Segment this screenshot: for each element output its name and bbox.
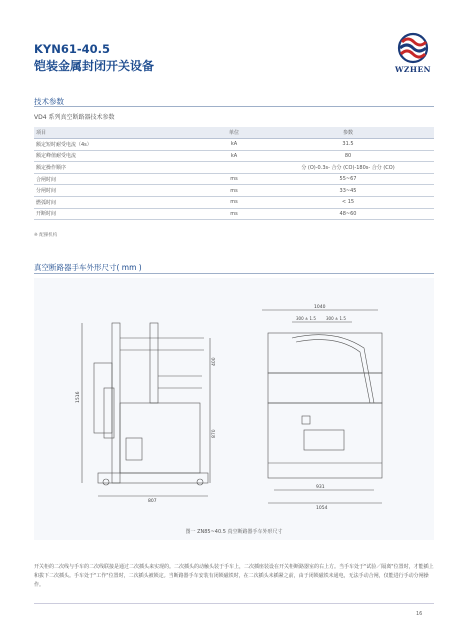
cell-item: 开断时间 [34,208,206,220]
cell-item: 额定操作顺序 [34,162,206,174]
table-row [34,185,434,197]
drawing-part [292,335,374,403]
drawing-part [98,473,208,483]
drawing-part [302,416,310,424]
drawing-part [103,479,109,485]
dim-label: 400 [212,357,217,366]
cell-value: 分 (O)-0.3s- 合分 (CO)-180s- 合分 (CO) [260,162,434,174]
cell-value: 48~60 [260,208,434,220]
cell-item: 额定峰值耐受电流 [34,150,206,162]
cell-unit [206,162,260,174]
header-unit: 单位 [206,127,260,139]
drawing-part [304,430,344,450]
cell-item: 燃弧时间 [34,196,206,208]
cell-unit: ms [206,173,260,185]
cell-unit: ms [206,208,260,220]
drawing-panel [34,278,434,540]
company-logo [388,32,438,78]
drawing-part [268,403,382,478]
section-subtitle: VD4 系列真空断路器技术参数 [34,114,115,121]
logo-icon [388,32,438,66]
dim-label: 1054 [316,506,328,511]
dim-label: 1040 [314,305,326,310]
dim-label: 870 [212,429,217,438]
logo-text: WZHEN [394,65,432,74]
drawing-part [112,323,120,483]
cell-item: 分闸时间 [34,185,206,197]
dim-label: 300 ± 1.5 [296,316,316,321]
cell-value: 33~45 [260,185,434,197]
cell-item: 额定短时耐受电流（4s） [34,139,206,151]
drawing-part [296,340,370,403]
table-note: ※ 配操机构 [34,233,58,238]
drawing-part [150,323,158,403]
model-title: KYN61-40.5 [34,42,111,56]
dim-label: 1516 [76,391,81,403]
section-title-dimensions: 真空断路器手车外形尺寸( mm ) [34,263,142,272]
cell-value: < 15 [260,196,434,208]
divider [34,273,434,274]
table-row [34,162,434,174]
cell-value: 55~67 [260,173,434,185]
body-paragraph: 开关柜的二次线与手车的二次线联接是通过二次插头来实现的。二次插头的动触头装于手车上，二次插座装设在开关柜断路器室的右上方。当手车处于"试验／隔离"位置时，才能插上和拔下二次插头。手车处于"工作"位置时，二次插头被锁定。当断路器手车安装有闭锁磁铁时，在二次插头未插紧之前，由于闭锁磁铁未通电，无法手动合闸，仅能进行手动分闸操作。 [34,564,434,588]
cell-value: 80 [260,150,434,162]
table-row [34,173,434,185]
drawing-part [94,363,112,433]
page-title: 铠装金属封闭开关设备 [34,59,155,73]
section-title-params: 技术参数 [34,97,64,106]
table-header-row [34,127,434,139]
header-value: 参数 [260,127,434,139]
divider [34,106,434,107]
dim-label: 807 [148,499,157,504]
cell-value: 31.5 [260,139,434,151]
figure-caption: 图一 ZN85~40.5 真空断路器手车外形尺寸 [185,529,283,535]
table-row [34,150,434,162]
page-number: 16 [416,611,423,617]
footer-divider [34,603,434,604]
dim-label: 300 ± 1.5 [326,316,346,321]
params-table [34,127,434,220]
table-row [34,208,434,220]
dim-label: 931 [316,485,325,490]
cell-item: 合闸时间 [34,173,206,185]
cell-unit: ms [206,185,260,197]
drawing-part [126,438,142,460]
cell-unit: ms [206,196,260,208]
drawing-part [197,479,203,485]
cell-unit: kA [206,150,260,162]
cell-unit: kA [206,139,260,151]
technical-drawing [34,278,434,540]
table-row [34,196,434,208]
drawing-part [104,388,114,438]
header-item: 项目 [34,127,206,139]
table-row [34,139,434,151]
